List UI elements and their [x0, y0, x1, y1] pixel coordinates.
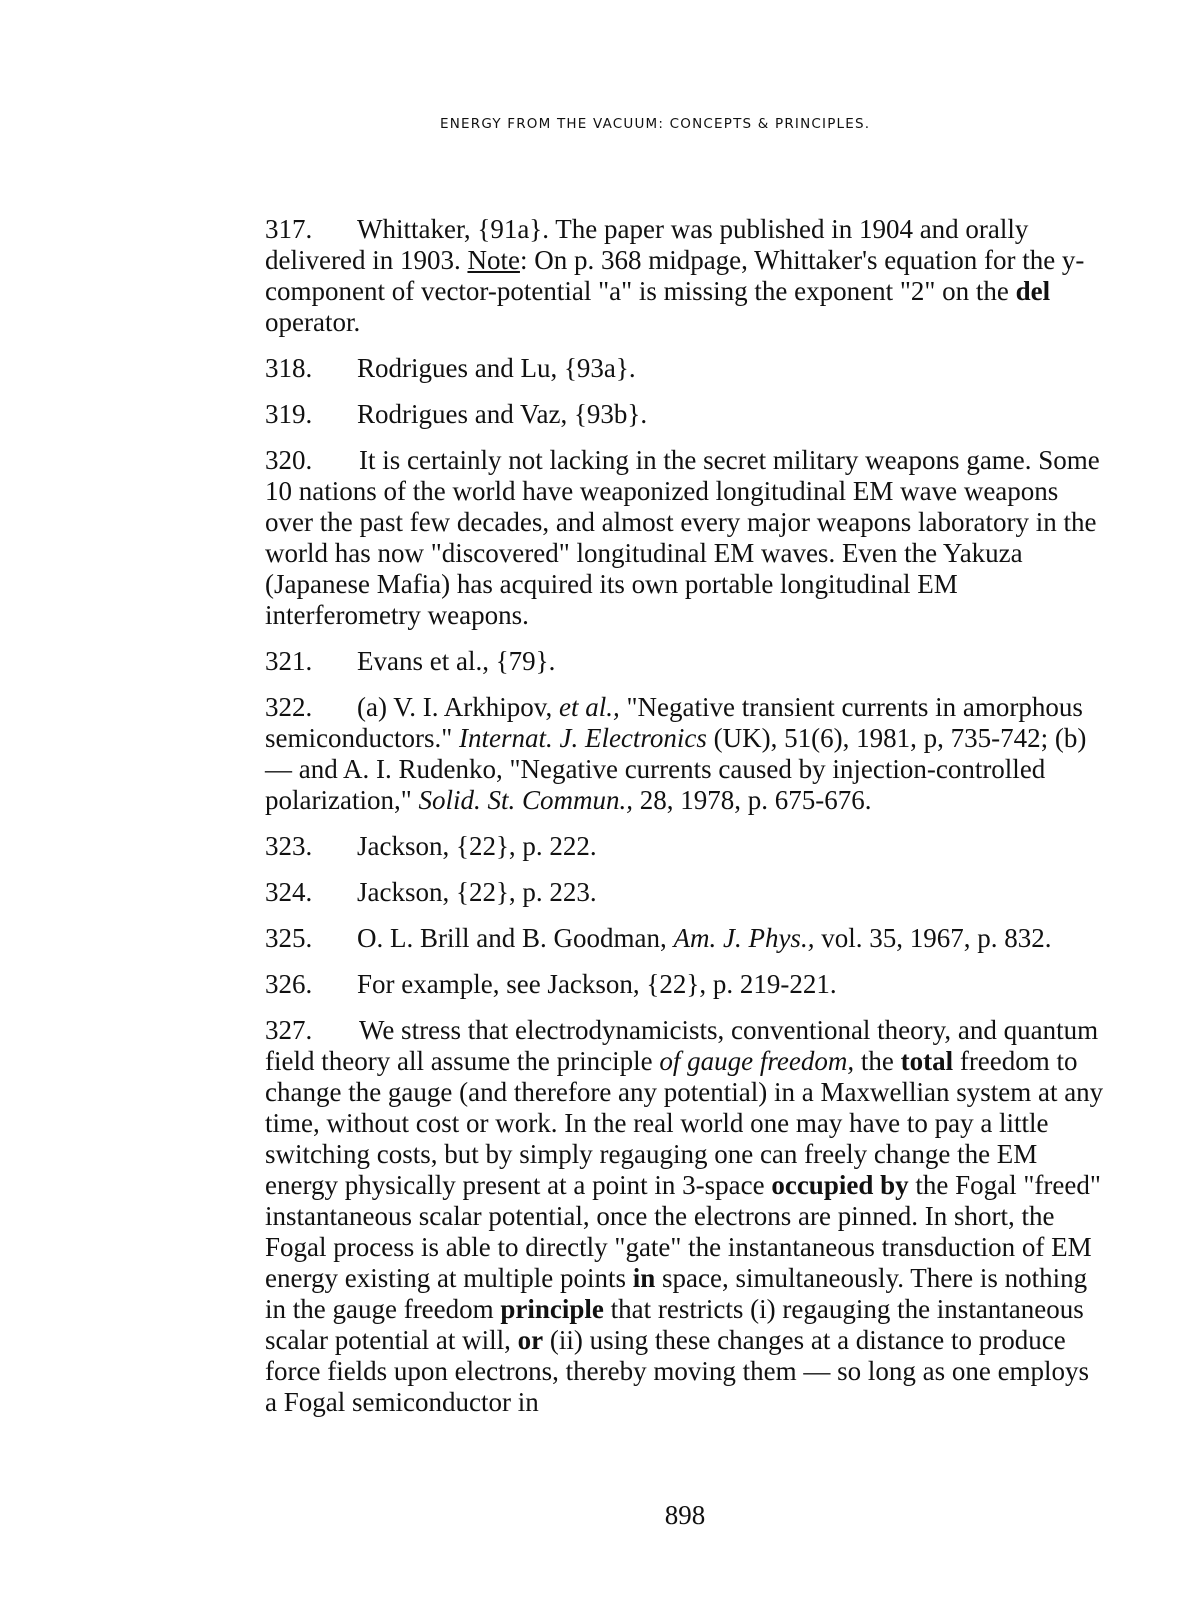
note-text: "Negative transient currents in amorphous semiconductors.": [265, 692, 1083, 753]
note-text: 28, 1978, p. 675-676.: [633, 785, 872, 815]
endnote-320: [265, 445, 1107, 631]
note-text: Evans et al., {79}.: [357, 646, 556, 676]
page-number: 898: [664, 1500, 706, 1530]
note-number: 320.: [265, 445, 313, 475]
running-header: ENERGY FROM THE VACUUM: CONCEPTS & PRINCIPLES.: [440, 116, 871, 132]
note-text: that restricts (i) regauging the instantaneous scalar potential at will,: [265, 1294, 1084, 1355]
note-text: Jackson, {22}, p. 222.: [357, 831, 597, 861]
journal-title: Am. J. Phys.,: [673, 923, 815, 953]
bold-term: principle: [500, 1294, 604, 1324]
note-text: (UK), 51(6), 1981, p, 735-742; (b) — and A. I. Rudenko, "Negative currents caused by injection-controlled polarization,": [265, 723, 1087, 815]
note-text: Rodrigues and Lu, {93a}.: [357, 353, 636, 383]
bold-term: occupied by: [771, 1170, 909, 1200]
endnote-322: [265, 692, 1107, 816]
endnote-318: [265, 353, 1107, 384]
note-number: 317.: [265, 214, 313, 244]
bold-term: in: [632, 1263, 656, 1293]
note-number: 327.: [265, 1015, 313, 1045]
note-number: 322.: [265, 692, 313, 722]
bold-term: del: [1015, 276, 1051, 306]
endnote-321: [265, 646, 1107, 677]
journal-title: Solid. St. Commun.,: [418, 785, 633, 815]
endnote-323: [265, 831, 1107, 862]
note-text: For example, see Jackson, {22}, p. 219-221.: [357, 969, 837, 999]
endnote-326: [265, 969, 1107, 1000]
note-text: vol. 35, 1967, p. 832.: [814, 923, 1052, 953]
note-text: (ii) using these changes at a distance to produce force fields upon electrons, thereby moving them — so long as one employs a Fogal semiconductor in: [265, 1325, 1090, 1417]
note-text: We stress that electrodynamicists, conventional theory, and quantum field theory all assume the principle: [265, 1015, 1099, 1076]
note-text: space, simultaneously. There is nothing in the gauge freedom: [265, 1263, 1088, 1324]
note-text: Whittaker, {91a}. The paper was published in 1904 and orally delivered in 1903.: [265, 214, 1029, 275]
note-text: : On p. 368 midpage, Whittaker's equation for the y-component of vector-potential "a" is missing the exponent "2" on the: [265, 245, 1085, 306]
note-text: (a) V. I. Arkhipov,: [357, 692, 559, 722]
note-text: the: [854, 1046, 901, 1076]
note-text: operator.: [265, 307, 361, 337]
note-number: 319.: [265, 399, 313, 429]
note-number: 318.: [265, 353, 313, 383]
note-number: 323.: [265, 831, 313, 861]
note-text: freedom to change the gauge (and therefore any potential) in a Maxwellian system at any time, without cost or work. In the real world one may have to pay a little switching costs, but by simply regauging one can freely change the EM energy physically present at a point in 3-space: [265, 1046, 1104, 1200]
endnote-317: [265, 214, 1107, 338]
italic-term: of gauge freedom,: [659, 1046, 855, 1076]
journal-title: Internat. J. Electronics: [458, 723, 707, 753]
note-label: Note: [467, 245, 520, 275]
note-text: O. L. Brill and B. Goodman,: [357, 923, 674, 953]
note-number: 324.: [265, 877, 313, 907]
note-text: Jackson, {22}, p. 223.: [357, 877, 597, 907]
note-number: 325.: [265, 923, 313, 953]
endnote-325: [265, 923, 1107, 954]
bold-term: total: [900, 1046, 954, 1076]
note-number: 321.: [265, 646, 313, 676]
endnote-324: [265, 877, 1107, 908]
endnote-319: [265, 399, 1107, 430]
endnote-327: [265, 1015, 1107, 1418]
note-text: It is certainly not lacking in the secret military weapons game. Some 10 nations of the world have weaponized longitudinal EM wave weapons over the past few decades, and almost every major weapons laboratory in the world has now "discovered" longitudinal EM waves. Even the Yakuza (Japanese Mafia) has acquired its own portable longitudinal EM interferometry weapons.: [265, 445, 1100, 630]
bold-term: or: [517, 1325, 544, 1355]
italic-term: et al.,: [559, 692, 620, 722]
note-number: 326.: [265, 969, 313, 999]
note-text: the Fogal "freed" instantaneous scalar potential, once the electrons are pinned. In short, the Fogal process is able to directly "gate" the instantaneous transduction of EM energy existing at multiple points: [265, 1170, 1101, 1293]
note-text: Rodrigues and Vaz, {93b}.: [357, 399, 648, 429]
endnotes-list: [265, 214, 1107, 1433]
